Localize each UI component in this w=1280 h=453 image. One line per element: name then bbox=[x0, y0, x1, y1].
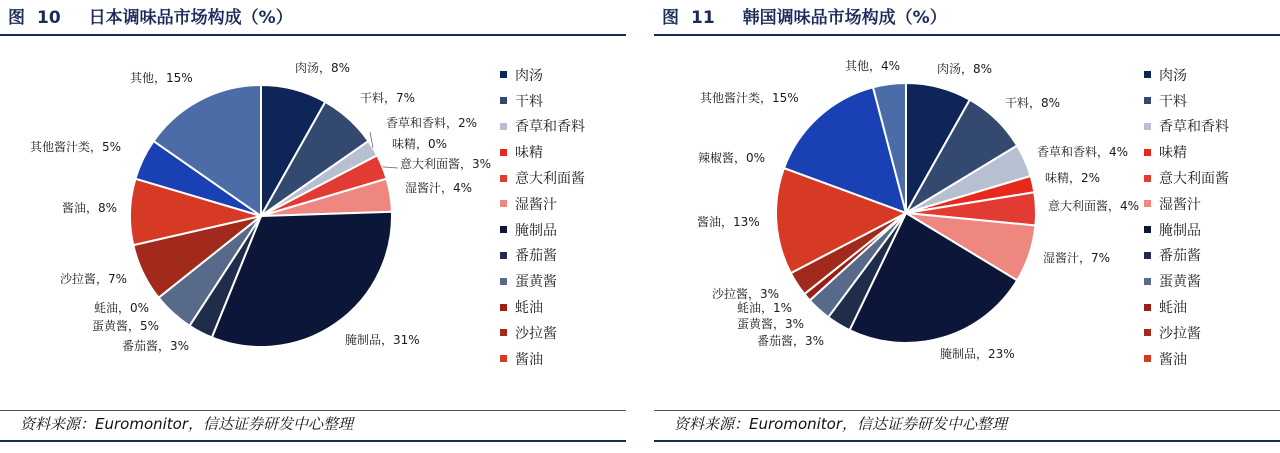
data-label-干料: 干料，8% bbox=[1005, 96, 1061, 110]
data-label-味精: 味精，2% bbox=[1045, 171, 1101, 185]
figure-title bbox=[662, 5, 947, 31]
data-label-酱油: 酱油，13% bbox=[697, 215, 760, 229]
legend-label: 香草和香料 bbox=[1159, 119, 1229, 136]
korea-chart-panel bbox=[654, 0, 1280, 453]
legend-label: 蛋黄酱 bbox=[515, 274, 557, 291]
legend-item bbox=[500, 139, 585, 165]
legend-swatch bbox=[500, 329, 507, 336]
legend-swatch bbox=[1144, 226, 1151, 233]
data-label-番茄酱: 番茄酱，3% bbox=[757, 334, 825, 348]
legend-swatch bbox=[1144, 200, 1151, 207]
legend-item bbox=[500, 62, 585, 88]
legend-swatch bbox=[1144, 355, 1151, 362]
legend-swatch bbox=[1144, 97, 1151, 104]
legend-swatch bbox=[1144, 304, 1151, 311]
legend-swatch bbox=[500, 175, 507, 182]
data-label-湿酱汁: 湿酱汁，4% bbox=[405, 181, 473, 195]
footer-rule bbox=[0, 440, 626, 442]
legend-swatch bbox=[500, 97, 507, 104]
japan-legend bbox=[500, 62, 585, 372]
legend-swatch bbox=[500, 355, 507, 362]
legend-label: 酱油 bbox=[515, 351, 543, 368]
legend-label: 湿酱汁 bbox=[1159, 196, 1201, 213]
legend-swatch bbox=[1144, 123, 1151, 130]
footer-rule bbox=[654, 440, 1280, 442]
figure-label: 图 bbox=[8, 8, 25, 28]
data-label-腌制品: 腌制品，23% bbox=[940, 347, 1015, 361]
legend-label: 番茄酱 bbox=[1159, 248, 1201, 265]
bottom-rule bbox=[0, 410, 626, 411]
legend-item bbox=[1144, 62, 1229, 88]
data-label-香草和香料: 香草和香料，2% bbox=[386, 116, 478, 130]
legend-item bbox=[1144, 346, 1229, 372]
data-label-蛋黄酱: 蛋黄酱，5% bbox=[92, 319, 160, 333]
legend-item bbox=[1144, 165, 1229, 191]
legend-swatch bbox=[1144, 149, 1151, 156]
legend-item bbox=[500, 88, 585, 114]
data-label-其他: 其他，15% bbox=[130, 71, 193, 85]
legend-label: 意大利面酱 bbox=[515, 171, 585, 188]
data-label-辣椒酱: 辣椒酱，0% bbox=[698, 151, 766, 165]
data-label-沙拉酱: 沙拉酱，7% bbox=[60, 272, 128, 286]
legend-label: 沙拉酱 bbox=[515, 325, 557, 342]
data-label-番茄酱: 番茄酱，3% bbox=[122, 339, 190, 353]
legend-swatch bbox=[500, 71, 507, 78]
legend-label: 肉汤 bbox=[515, 67, 543, 84]
legend-label: 番茄酱 bbox=[515, 248, 557, 265]
figure-number: 10 bbox=[37, 8, 61, 28]
legend-item bbox=[500, 243, 585, 269]
legend-label: 意大利面酱 bbox=[1159, 171, 1229, 188]
data-label-沙拉酱: 沙拉酱，3% bbox=[712, 287, 780, 301]
legend-label: 腌制品 bbox=[1159, 222, 1201, 239]
legend-swatch bbox=[500, 252, 507, 259]
legend-label: 肉汤 bbox=[1159, 67, 1187, 84]
legend-item bbox=[500, 320, 585, 346]
legend-item bbox=[1144, 320, 1229, 346]
legend-label: 蛋黄酱 bbox=[1159, 274, 1201, 291]
legend-item bbox=[1144, 294, 1229, 320]
top-rule bbox=[654, 34, 1280, 36]
data-label-其他: 其他，4% bbox=[845, 59, 901, 73]
legend-item bbox=[500, 346, 585, 372]
legend-label: 沙拉酱 bbox=[1159, 325, 1201, 342]
legend-item bbox=[500, 191, 585, 217]
legend-swatch bbox=[1144, 278, 1151, 285]
data-label-肉汤: 肉汤，8% bbox=[937, 62, 993, 76]
data-label-湿酱汁: 湿酱汁，7% bbox=[1043, 251, 1111, 265]
legend-swatch bbox=[500, 304, 507, 311]
legend-item bbox=[1144, 217, 1229, 243]
legend-label: 酱油 bbox=[1159, 351, 1187, 368]
legend-item bbox=[500, 114, 585, 140]
legend-swatch bbox=[500, 226, 507, 233]
data-label-蚝油: 蚝油，1% bbox=[737, 301, 793, 315]
legend-swatch bbox=[1144, 175, 1151, 182]
legend-swatch bbox=[500, 200, 507, 207]
legend-label: 干料 bbox=[1159, 93, 1187, 110]
legend-swatch bbox=[500, 278, 507, 285]
legend-swatch bbox=[500, 149, 507, 156]
data-label-蚝油: 蚝油，0% bbox=[94, 301, 150, 315]
legend-item bbox=[1144, 88, 1229, 114]
data-label-干料: 干料，7% bbox=[360, 91, 416, 105]
legend-item bbox=[1144, 139, 1229, 165]
legend-item bbox=[500, 217, 585, 243]
data-label-肉汤: 肉汤，8% bbox=[295, 61, 351, 75]
top-rule bbox=[0, 34, 626, 36]
legend-swatch bbox=[1144, 329, 1151, 336]
legend-item bbox=[1144, 191, 1229, 217]
data-label-其他酱汁类: 其他酱汁类，5% bbox=[30, 140, 122, 154]
legend-label: 湿酱汁 bbox=[515, 196, 557, 213]
legend-label: 味精 bbox=[515, 145, 543, 162]
legend-swatch bbox=[1144, 71, 1151, 78]
chart-title: 日本调味品市场构成（%） bbox=[88, 8, 293, 28]
data-label-酱油: 酱油，8% bbox=[62, 201, 118, 215]
legend-item bbox=[1144, 114, 1229, 140]
legend-label: 蚝油 bbox=[1159, 300, 1187, 317]
legend-label: 干料 bbox=[515, 93, 543, 110]
figure-label: 图 bbox=[662, 8, 679, 28]
legend-swatch bbox=[1144, 252, 1151, 259]
data-label-意大利面酱: 意大利面酱，4% bbox=[1048, 199, 1140, 213]
data-label-蛋黄酱: 蛋黄酱，3% bbox=[737, 317, 805, 331]
figure-number: 11 bbox=[691, 8, 715, 28]
figure-title bbox=[8, 5, 293, 31]
data-label-腌制品: 腌制品，31% bbox=[345, 333, 420, 347]
legend-label: 味精 bbox=[1159, 145, 1187, 162]
legend-item bbox=[500, 268, 585, 294]
legend-item bbox=[1144, 268, 1229, 294]
legend-swatch bbox=[500, 123, 507, 130]
data-label-其他酱汁类: 其他酱汁类，15% bbox=[700, 91, 799, 105]
data-label-意大利面酱: 意大利面酱，3% bbox=[400, 157, 492, 171]
legend-item bbox=[1144, 243, 1229, 269]
legend-label: 蚝油 bbox=[515, 300, 543, 317]
data-label-味精: 味精，0% bbox=[392, 137, 448, 151]
source-note: 资料来源：Euromonitor，信达证券研发中心整理 bbox=[674, 415, 1008, 433]
legend-item bbox=[500, 165, 585, 191]
chart-title: 韩国调味品市场构成（%） bbox=[742, 8, 947, 28]
legend-item bbox=[500, 294, 585, 320]
legend-label: 腌制品 bbox=[515, 222, 557, 239]
data-label-香草和香料: 香草和香料，4% bbox=[1037, 145, 1129, 159]
legend-label: 香草和香料 bbox=[515, 119, 585, 136]
bottom-rule bbox=[654, 410, 1280, 411]
source-note: 资料来源：Euromonitor，信达证券研发中心整理 bbox=[20, 415, 354, 433]
japan-chart-panel bbox=[0, 0, 626, 453]
leader-line bbox=[382, 167, 398, 168]
korea-legend bbox=[1144, 62, 1229, 372]
